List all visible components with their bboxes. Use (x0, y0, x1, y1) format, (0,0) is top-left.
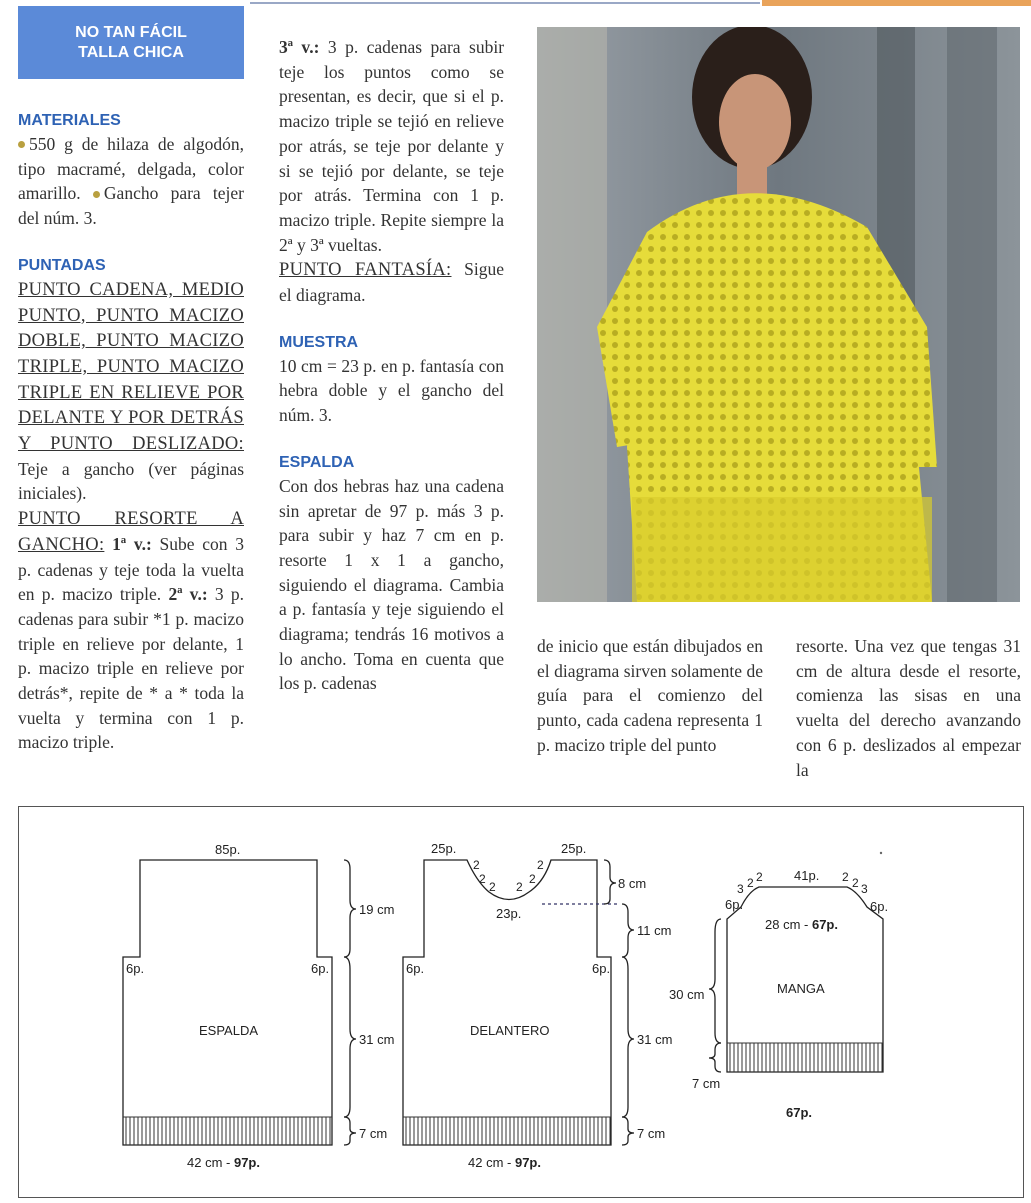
espalda-heading: ESPALDA (279, 453, 355, 471)
manga-width: 28 cm - 67p. (765, 917, 838, 932)
muestra-text: 10 cm = 23 p. en p. fantasía con hebra doble y el gancho del núm. 3. (279, 355, 504, 426)
espalda-text-2: de inicio que están dibujados en el diagrama sirven solamente de guía para el comienzo del punto, cada cadena representa 1 p. macizo triple del punto (537, 636, 763, 755)
puntadas-heading: PUNTADAS (18, 256, 106, 274)
neck-step-1: 2 (473, 858, 480, 872)
espalda-label: ESPALDA (199, 1023, 259, 1038)
model-photo-illustration (537, 27, 1020, 602)
text-column-1 (18, 110, 244, 755)
punto-fantasia: PUNTO FANTASÍA: Sigue el diagrama. (279, 259, 504, 306)
neck-step-4: 2 (516, 880, 523, 894)
espalda-side-right: 6p. (311, 961, 330, 976)
delantero-top-left: 25p. (431, 841, 457, 856)
delantero-h1: 11 cm (637, 923, 672, 938)
espalda-side-left: 6p. (126, 961, 145, 976)
delantero-side-right: 6p. (592, 961, 611, 976)
espalda-top-label: 85p. (215, 842, 241, 857)
materiales-heading: MATERIALES (18, 112, 121, 129)
text-column-4 (796, 634, 1021, 782)
manga-side-left: 6p. (725, 897, 744, 912)
badge-line-1: NO TAN FÁCIL (75, 23, 187, 41)
neck-step-2: 2 (479, 872, 486, 886)
espalda-text-3: resorte. Una vez que tengas 31 cm de altura desde el resorte, comienza las sisas en una vuelta del derecho avanzando con 6 p. deslizados al empezar la (796, 636, 1021, 780)
delantero-outline (403, 860, 611, 1145)
manga-step-2a-left: 2 (747, 876, 754, 890)
neck-width: 23p. (496, 906, 522, 921)
badge-line-2: TALLA CHICA (78, 43, 184, 61)
delantero-side-left: 6p. (406, 961, 425, 976)
delantero-h3: 7 cm (637, 1126, 666, 1141)
manga-label: MANGA (777, 981, 825, 996)
speck (880, 852, 882, 854)
manga-step-3-left: 3 (737, 882, 744, 896)
espalda-h2: 31 cm (359, 1032, 395, 1047)
neck-step-6: 2 (537, 858, 544, 872)
punto-resorte: PUNTO RESORTE A GANCHO: 1ª v.: Sube con 3 p. cadenas y teje toda la vuelta en p. macizo triple. 2ª v.: 3 p. cadenas para subir *1 p. macizo triple en relieve por delante, 1 p. macizo triple en relieve por detrás*, repite de * a * toda la vuelta y termina con 1 p. macizo triple. (18, 509, 245, 753)
espalda-bottom: 42 cm - 97p. (187, 1155, 260, 1170)
delantero-bottom: 42 cm - 97p. (468, 1155, 541, 1170)
top-color-bar (762, 0, 1031, 6)
manga-top: 41p. (794, 868, 820, 883)
difficulty-badge (18, 6, 244, 79)
materiales-text: 550 g de hilaza de algodón, tipo macramé, delgada, color amarillo. Gancho para tejer del núm. 3. (18, 134, 245, 229)
manga-bottom: 67p. (786, 1105, 813, 1120)
puntadas-stitches: PUNTO CADENA, MEDIO PUNTO, PUNTO MACIZO DOBLE, PUNTO MACIZO TRIPLE, PUNTO MACIZO TRIPLE EN RELIEVE POR DELANTE Y POR DETRÁS Y PUNTO DESLIZADO: Teje a gancho (ver páginas iniciales). (18, 279, 244, 504)
delantero-h2: 31 cm (637, 1032, 673, 1047)
bullet-icon (93, 191, 100, 198)
text-column-2 (279, 35, 504, 696)
delantero-label: DELANTERO (470, 1023, 550, 1038)
manga-h1: 30 cm (669, 987, 705, 1002)
vuelta-3: 3ª v.: 3 p. cadenas para subir teje los puntos como se presentan, es decir, que si el p. macizo triple se tejió en relieve por atrás, se teje por delante y si se tejió por delante, se teje por atrás. Termina con 1 p. macizo triple. Repite siempre la 2ª y 3ª vueltas. (279, 37, 505, 255)
manga-step-3-right: 3 (861, 882, 868, 896)
ribbing-hatches (123, 1043, 883, 1145)
manga-step-2b-left: 2 (756, 870, 763, 884)
neck-step-5: 2 (529, 872, 536, 886)
manga-h2: 7 cm (692, 1076, 721, 1091)
espalda-h1: 19 cm (359, 902, 395, 917)
espalda-text-1: Con dos hebras haz una cadena sin apretar de 97 p. más 3 p. para subir y haz 7 cm en p. resorte 1 x 1 a gancho, siguiendo el diagrama. Cambia a p. fantasía y teje siguiendo el diagrama; tendrás 16 motivos a lo ancho. Toma en cuenta que los p. cadenas (279, 475, 504, 694)
muestra-heading: MUESTRA (279, 333, 359, 351)
top-rule (250, 2, 760, 4)
delantero-h0: 8 cm (618, 876, 647, 891)
espalda-outline (123, 860, 332, 1145)
bullet-icon (18, 141, 25, 148)
model-photo (537, 27, 1020, 602)
pattern-diagram (18, 806, 1024, 1198)
manga-side-right: 6p. (870, 899, 889, 914)
schematic-svg (19, 807, 1023, 1197)
manga-step-2a-right: 2 (842, 870, 849, 884)
neck-step-3: 2 (489, 880, 496, 894)
manga-step-2b-right: 2 (852, 876, 859, 890)
text-column-3 (537, 634, 763, 758)
delantero-top-right: 25p. (561, 841, 587, 856)
espalda-h3: 7 cm (359, 1126, 388, 1141)
